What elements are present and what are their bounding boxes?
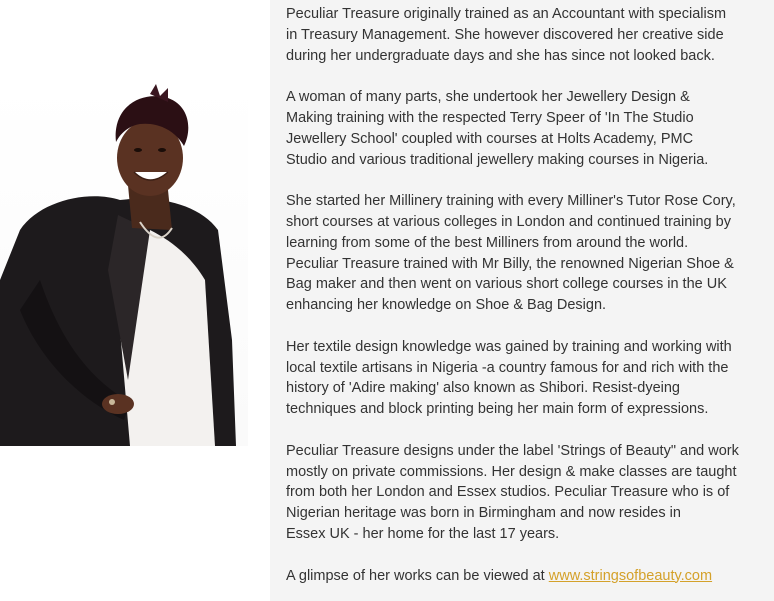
bio-text-block — [286, 4, 764, 601]
portrait-illustration — [0, 80, 248, 446]
portrait-photo — [0, 80, 248, 446]
bio-paragraph-1: Peculiar Treasure originally trained as an Accountant with specialism in Treasury Management. She however discovered her creative side during her undergraduate days and she has since not looked back. — [286, 6, 727, 64]
bio-closing — [286, 566, 764, 587]
bio-closing-text: A glimpse of her works can be viewed at — [286, 567, 549, 584]
website-link[interactable]: www.stringsofbeauty.com — [548, 567, 713, 584]
bio-paragraph-4: Her textile design knowledge was gained by training and working with local textile artisans in Nigeria -a country famous for and rich with the history of 'Adire making' also known as Shibori. Resist-dyeing techniques and block printing being her main form of expressions. — [286, 338, 732, 418]
bio-panel — [270, 0, 774, 601]
bio-paragraph-5: Peculiar Treasure designs under the label 'Strings of Beauty" and work mostly on private commissions. Her design & make classes are taught from both her London and Essex studios. Peculiar Treasure who is of Nigerian heritage was born in Birmingham and now resides in Essex UK - her home for the last 17 years. — [286, 442, 739, 542]
bio-paragraph-3: She started her Millinery training with every Milliner's Tutor Rose Cory, short courses at various colleges in London and continued training by learning from some of the best Milliners from around the world. Peculiar Treasure trained with Mr Billy, the renowned Nigerian Shoe & Bag maker and then went on various short college courses in the UK enhancing her knowledge on Shoe & Bag Design. — [286, 193, 736, 314]
bio-paragraph-2: A woman of many parts, she undertook her Jewellery Design & Making training with the respected Terry Speer of 'In The Studio Jewellery School' coupled with courses at Holts Academy, PMC Studio and various traditional jewellery making courses in Nigeria. — [286, 89, 709, 168]
portrait-column — [0, 0, 270, 601]
